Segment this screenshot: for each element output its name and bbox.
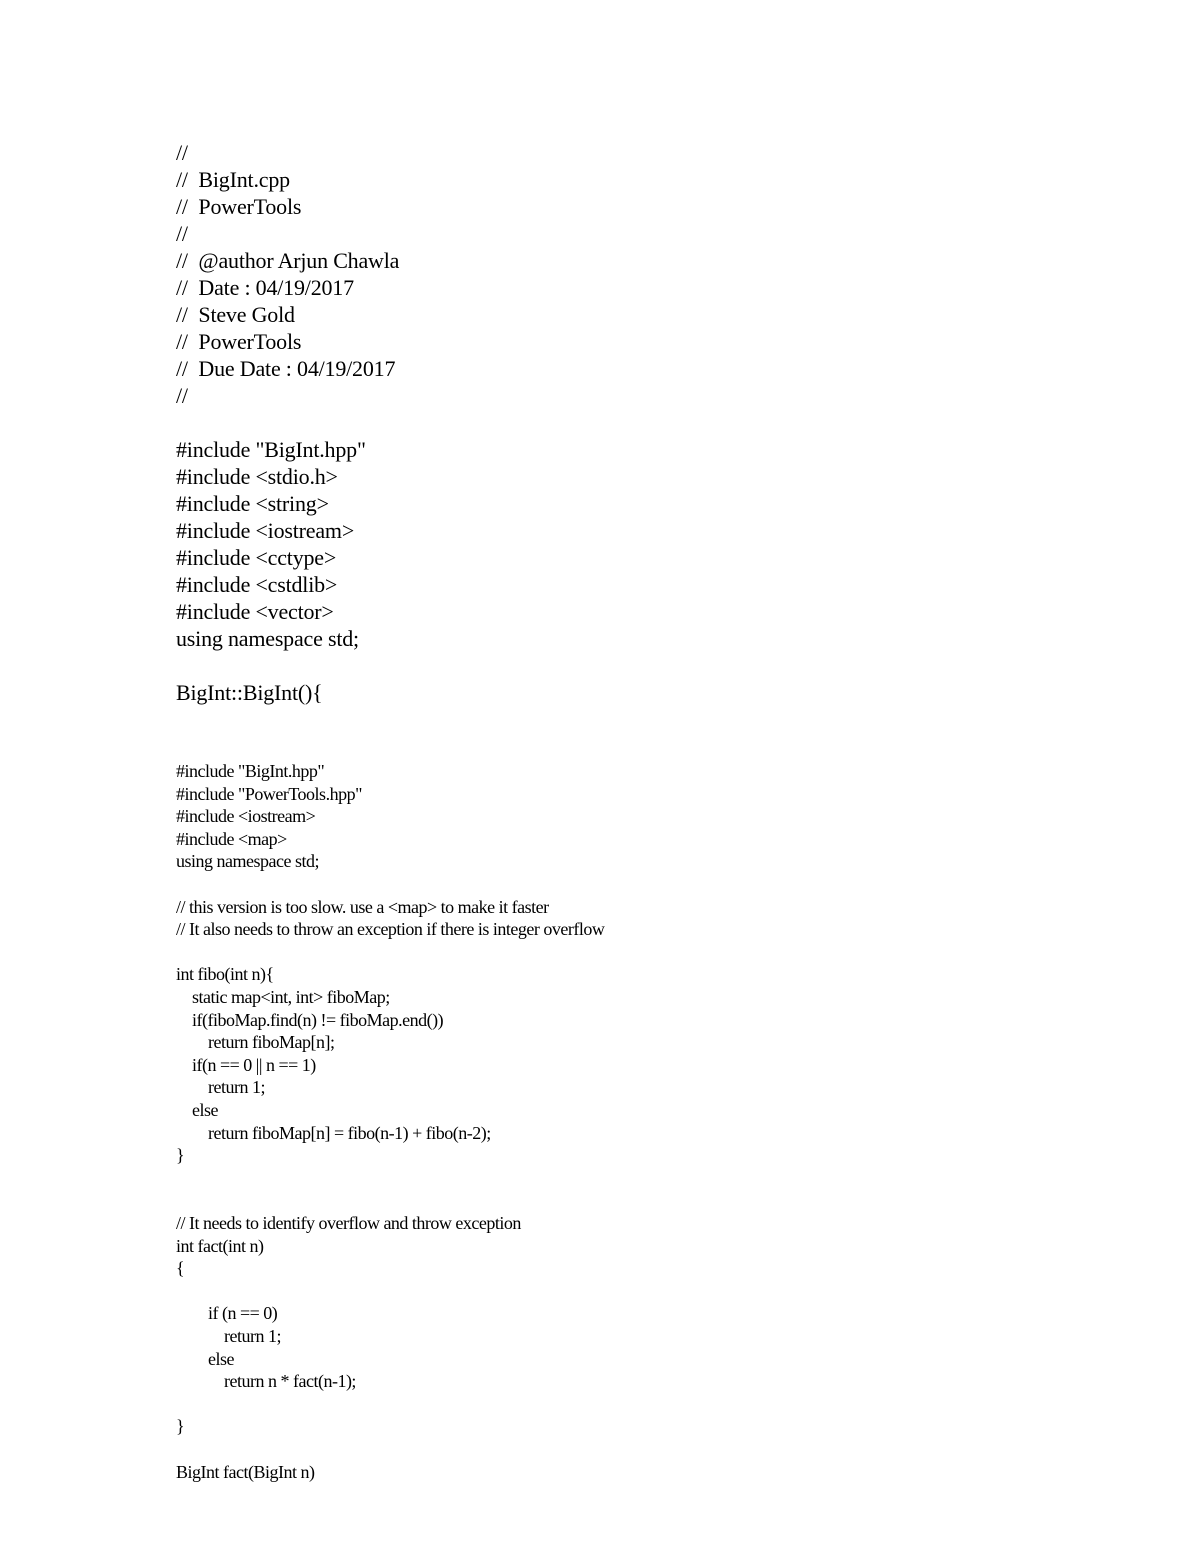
code-line: #include <cstdlib>: [176, 572, 338, 597]
code-line: return n * fact(n-1);: [176, 1371, 356, 1392]
code-line: #include <cctype>: [176, 545, 337, 570]
code-line: //: [176, 140, 188, 165]
code-line: if(n == 0 || n == 1): [176, 1054, 316, 1075]
code-line: int fibo(int n){: [176, 964, 274, 985]
code-line: // Steve Gold: [176, 302, 295, 327]
code-line: // PowerTools: [176, 194, 302, 219]
code-line: return 1;: [176, 1326, 281, 1346]
code-line: // It also needs to throw an exception if there is integer overflow: [176, 919, 605, 940]
code-line: #include <iostream>: [176, 518, 355, 543]
code-line: using namespace std;: [176, 626, 359, 651]
code-line: #include <vector>: [176, 599, 334, 624]
code-line: else: [176, 1100, 218, 1120]
code-line: #include "BigInt.hpp": [176, 437, 366, 462]
code-line: return fiboMap[n] = fibo(n-1) + fibo(n-2);: [176, 1122, 491, 1143]
code-line: return fiboMap[n];: [176, 1032, 335, 1053]
code-line: if (n == 0): [176, 1303, 278, 1324]
code-line: int fact(int n): [176, 1235, 264, 1256]
code-line: // @author Arjun Chawla: [176, 248, 400, 273]
code-line: {: [176, 1258, 185, 1279]
code-line: // It needs to identify overflow and throw exception: [176, 1213, 521, 1233]
code-line: }: [176, 1145, 185, 1166]
code-line: // BigInt.cpp: [176, 167, 290, 192]
code-line: else: [176, 1348, 234, 1369]
code-line: #include <stdio.h>: [176, 464, 338, 489]
code-line: //: [176, 221, 188, 246]
code-line: #include "BigInt.hpp": [176, 761, 325, 781]
code-line: #include "PowerTools.hpp": [176, 783, 362, 804]
code-line: //: [176, 383, 188, 408]
code-line: if(fiboMap.find(n) != fiboMap.end()): [176, 1009, 444, 1030]
code-line: BigInt::BigInt(){: [176, 680, 323, 705]
code-line: // PowerTools: [176, 329, 302, 354]
code-line: using namespace std;: [176, 851, 319, 872]
code-line: #include <iostream>: [176, 806, 316, 827]
code-line: BigInt fact(BigInt n): [176, 1461, 315, 1482]
code-line: }: [176, 1416, 185, 1437]
code-line: return 1;: [176, 1077, 265, 1098]
code-line: // this version is too slow. use a <map> to make it faster: [176, 896, 549, 917]
code-line: #include <string>: [176, 491, 329, 516]
code-line: // Due Date : 04/19/2017: [176, 356, 396, 381]
code-line: static map<int, int> fiboMap;: [176, 987, 390, 1007]
code-line: // Date : 04/19/2017: [176, 275, 354, 300]
code-line: #include <map>: [176, 828, 287, 849]
